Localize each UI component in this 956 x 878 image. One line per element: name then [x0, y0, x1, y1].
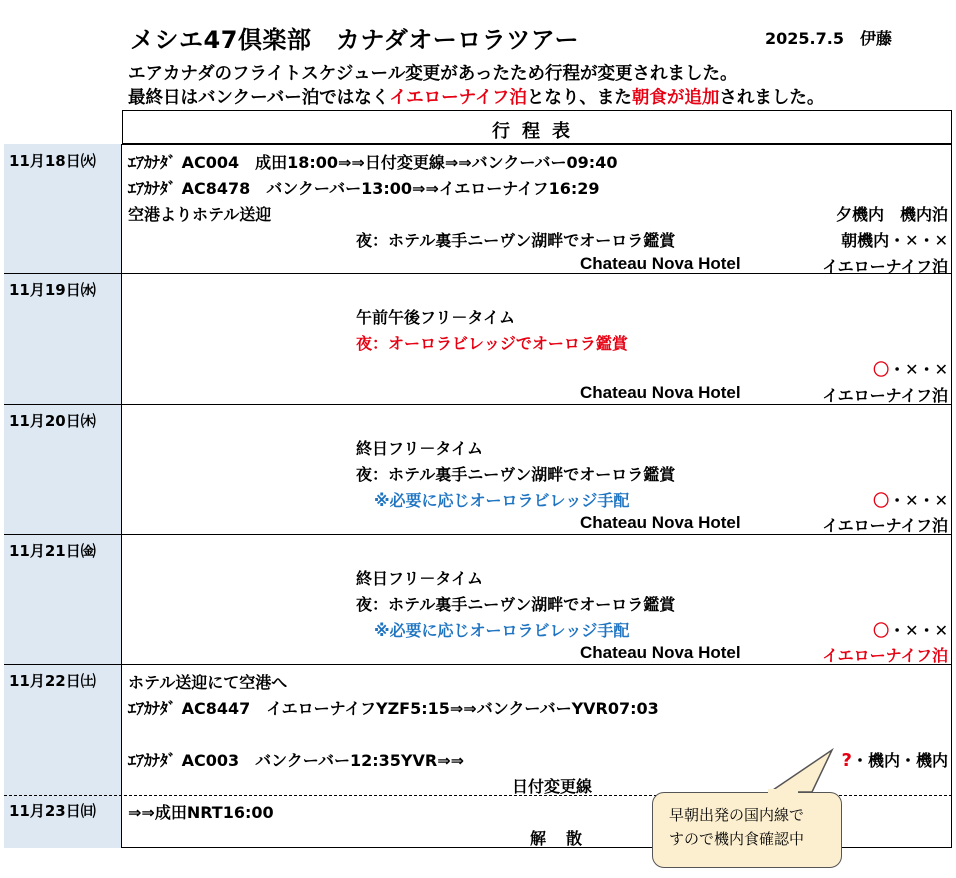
meals: 夕機内 機内泊 — [835, 205, 948, 224]
notice-highlight-breakfast: 朝食が追加 — [631, 88, 720, 108]
activity-line: 午前午後フリ－タイム — [356, 308, 516, 327]
dismissal: 解 散 — [530, 829, 585, 848]
hotel-name: Chateau Nova Hotel — [580, 383, 741, 402]
day-date: 11月20日㈭ — [9, 412, 96, 430]
flight-line: ｴｱｶﾅﾀﾞ AC004 成田18:00⇒⇒日付変更線⇒⇒バンクーバー09:40 — [128, 153, 618, 172]
flight-line: ｴｱｶﾅﾀﾞ AC003 バンクーバー12:35YVR⇒⇒ — [128, 751, 465, 770]
activity-line: 夜：ホテル裏手ニーヴン湖畔でオーロラ鑑賞 — [356, 595, 676, 614]
overnight: イエローナイフ泊 — [822, 386, 948, 405]
callout-pointer — [752, 746, 852, 796]
day-date: 11月19日㈬ — [9, 281, 96, 299]
callout-line: すので機内食確認中 — [669, 830, 805, 848]
callout-pointer-mask — [768, 789, 798, 795]
date-author: 2025.7.5 伊藤 — [765, 29, 892, 48]
activity-line: 終日フリ－タイム — [356, 569, 484, 588]
row-divider — [4, 664, 952, 665]
row-divider — [4, 534, 952, 535]
activity-line-highlight: 夜：オーロラビレッジでオーロラ鑑賞 — [356, 334, 628, 353]
row-divider — [4, 404, 952, 405]
meal-circle: 〇 — [873, 491, 890, 510]
meal-rest: ・✕・✕ — [889, 621, 948, 640]
meal-rest: ・✕・✕ — [889, 360, 948, 379]
meals — [873, 618, 948, 641]
flight-line: ｴｱｶﾅﾀﾞ AC8447 イエローナイフYZF5:15⇒⇒バンクーバーYVR07:03 — [128, 699, 659, 718]
notice-highlight-stay: イエローナイフ泊 — [389, 88, 527, 108]
page-title: メシエ47倶楽部 カナダオーロラツアー — [130, 26, 579, 54]
meals — [842, 748, 948, 771]
itinerary-header-label: 行程表 — [492, 121, 582, 142]
notice-text: 最終日はバンクーバー泊ではなく — [128, 88, 390, 108]
day-date: 11月23日㈰ — [9, 802, 96, 820]
activity-note: ※必要に応じオーロラビレッジ手配 — [374, 621, 630, 640]
itinerary-header — [122, 110, 952, 144]
overnight-highlight: イエローナイフ泊 — [822, 646, 948, 665]
activity-line: 空港よりホテル送迎 — [128, 205, 272, 224]
notice-line-1: エアカナダのフライトスケジュール変更があったため行程が変更されました。 — [128, 64, 738, 84]
activity-line: 夜：ホテル裏手ニーヴン湖畔でオーロラ鑑賞 — [356, 231, 676, 250]
meal-circle: 〇 — [873, 621, 890, 640]
callout-note — [652, 792, 842, 868]
meals — [873, 357, 948, 380]
meal-question: ? — [841, 750, 852, 771]
date-column — [4, 144, 122, 848]
hotel-name: Chateau Nova Hotel — [580, 254, 741, 273]
date-line-label: 日付変更線 — [512, 777, 593, 796]
activity-line: ホテル送迎にて空港へ — [128, 673, 288, 692]
meals — [873, 488, 948, 511]
activity-note: ※必要に応じオーロラビレッジ手配 — [374, 491, 630, 510]
meal-rest: ・✕・✕ — [889, 491, 948, 510]
overnight: イエローナイフ泊 — [822, 257, 948, 276]
activity-line: 夜：ホテル裏手ニーヴン湖畔でオーロラ鑑賞 — [356, 465, 676, 484]
day-date: 11月21日㈮ — [9, 542, 96, 560]
row-divider — [4, 273, 952, 274]
notice-line-2 — [128, 84, 824, 109]
hotel-name: Chateau Nova Hotel — [580, 513, 741, 532]
callout-line: 早朝出発の国内線で — [669, 806, 805, 824]
notice-text: されました。 — [719, 88, 825, 108]
overnight: イエローナイフ泊 — [822, 516, 948, 535]
meal-circle: 〇 — [873, 360, 890, 379]
meal-rest: ・機内・機内 — [851, 751, 948, 770]
notice-text: となり、また — [526, 88, 632, 108]
meals: 朝機内・✕・✕ — [841, 231, 948, 250]
day-date: 11月18日㈫ — [9, 152, 96, 170]
flight-line: ｴｱｶﾅﾀﾞ AC8478 バンクーバー13:00⇒⇒イエローナイフ16:29 — [128, 179, 600, 198]
day-date: 11月22日㈯ — [9, 672, 96, 690]
activity-line: 終日フリ－タイム — [356, 439, 484, 458]
hotel-name: Chateau Nova Hotel — [580, 643, 741, 662]
flight-line: ⇒⇒成田NRT16:00 — [128, 803, 274, 822]
